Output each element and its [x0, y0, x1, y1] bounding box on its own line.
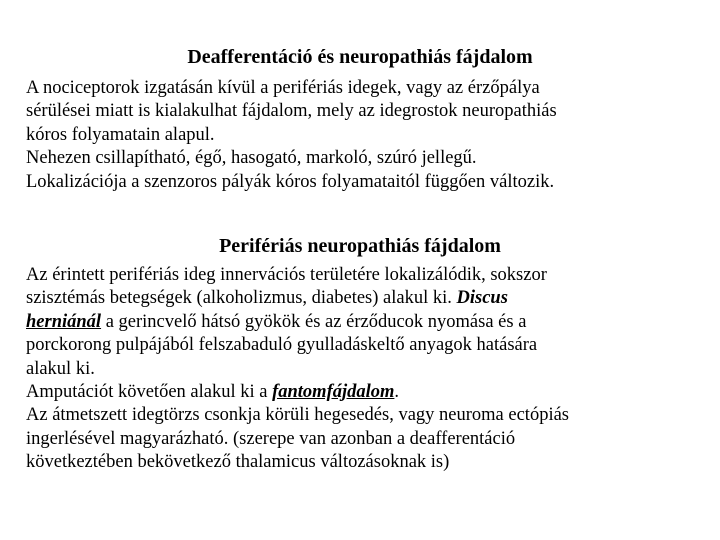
peripheral-text-block: [26, 264, 706, 475]
emphasis-phantom-pain: fantomfájdalom: [272, 382, 395, 403]
emphasis-discus: Discus: [456, 288, 508, 309]
text-segment: Amputációt követően alakul ki a: [26, 382, 273, 403]
section-title-peripheral: Perifériás neuropathiás fájdalom: [219, 235, 501, 257]
text-line: Lokalizációja a szenzoros pályák kóros folyamataitól függően változik.: [26, 171, 555, 192]
text-line: Az átmetszett idegtörzs csonkja körüli hegesedés, vagy neuroma ectópiás: [26, 405, 569, 426]
text-line: porckorong pulpájából felszabaduló gyulladáskeltő anyagok hatására: [26, 335, 538, 356]
section-title-deafferentation: Deafferentáció és neuropathiás fájdalom: [187, 46, 533, 68]
text-line: Az érintett perifériás ideg innervációs területére lokalizálódik, sokszor: [26, 265, 547, 285]
text-line: [26, 311, 706, 334]
text-line: [26, 287, 706, 310]
text-line: A nociceptorok izgatásán kívül a perifériás idegek, vagy az érzőpálya: [26, 78, 540, 98]
text-line: sérülései miatt is kialakulhat fájdalom, mely az idegrostok neuropathiás: [26, 101, 557, 122]
text-segment: .: [394, 382, 400, 403]
text-line: következtében bekövetkező thalamicus változásoknak is): [26, 452, 450, 473]
text-line: [26, 381, 706, 404]
emphasis-hernia: herniánál: [26, 311, 102, 332]
text-line: kóros folyamatain alapul.: [26, 124, 215, 145]
text-segment: szisztémás betegségek (alkoholizmus, diabetes) alakul ki.: [26, 288, 457, 309]
text-line: alakul ki.: [26, 358, 95, 379]
text-segment: a gerincvelő hátsó gyökök és az érződucok nyomása és a: [101, 311, 527, 332]
text-line: Nehezen csillapítható, égő, hasogató, markoló, szúró jellegű.: [26, 148, 477, 169]
deafferentation-text-block: [26, 77, 706, 194]
text-line: ingerlésével magyarázható. (szerepe van azonban a deafferentáció: [26, 428, 516, 449]
